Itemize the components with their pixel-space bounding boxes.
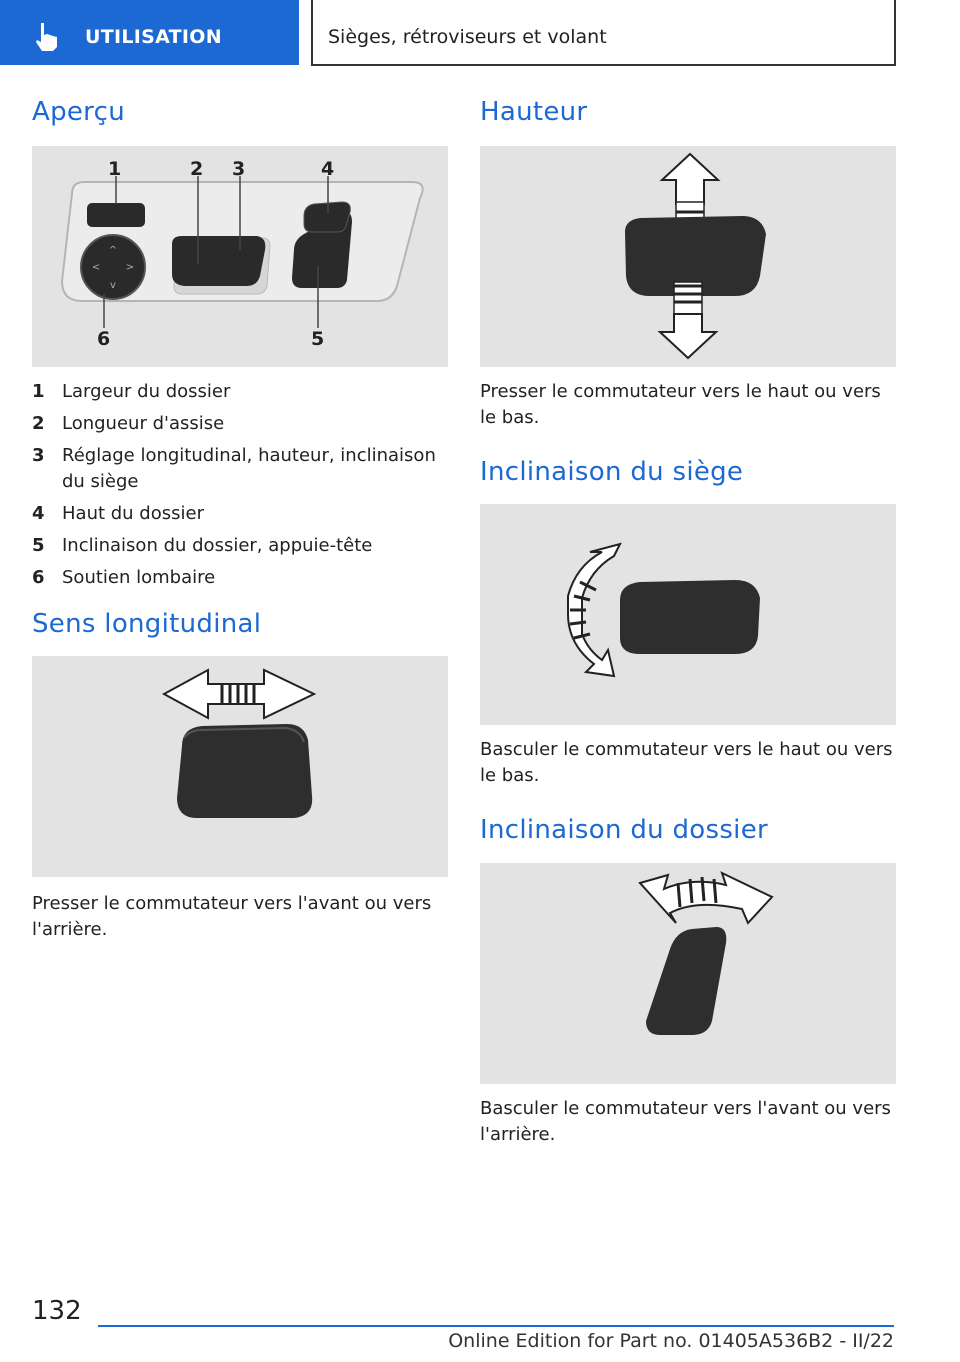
- footer-rule: [98, 1325, 894, 1327]
- legend-item: [32, 501, 448, 527]
- longitudinal-figure: [32, 656, 448, 877]
- callout-1: 1: [108, 158, 122, 181]
- longitudinal-text: Presser le commutateur vers l'avant ou vers l'arrière.: [32, 893, 432, 941]
- heading-apercu: Aperçu: [32, 97, 125, 127]
- seat-tilt-text: Basculer le commutateur vers le haut ou vers le bas.: [480, 739, 893, 787]
- height-figure: [480, 146, 896, 367]
- heading-hauteur: Hauteur: [480, 97, 588, 127]
- footer-edition: Online Edition for Part no. 01405A536B2 - II/22: [448, 1330, 894, 1352]
- legend-text: Inclinaison du dossier, appuie-tête: [62, 535, 373, 557]
- legend-item: [32, 411, 448, 437]
- seat-tilt-figure: [480, 504, 896, 725]
- svg-text:v: v: [110, 280, 116, 292]
- callout-3: 3: [232, 158, 246, 181]
- height-text: Presser le commutateur vers le haut ou vers le bas.: [480, 381, 881, 429]
- legend-num: 3: [32, 445, 45, 467]
- overview-legend: [32, 379, 448, 591]
- legend-num: 6: [32, 567, 45, 589]
- legend-num: 5: [32, 535, 45, 557]
- heading-sens-longitudinal: Sens longitudinal: [32, 609, 262, 640]
- callout-6: 6: [97, 328, 111, 351]
- backrest-tilt-figure: [480, 863, 896, 1084]
- legend-num: 4: [32, 503, 45, 525]
- chapter-title: Sièges, rétroviseurs et volant: [328, 26, 607, 48]
- section-tab: [0, 0, 299, 65]
- page-number: 132: [32, 1296, 82, 1326]
- legend-num: 1: [32, 381, 45, 403]
- legend-text: Largeur du dossier: [62, 381, 231, 403]
- backrest-tilt-text: Basculer le commutateur vers l'avant ou vers l'arrière.: [480, 1097, 891, 1145]
- svg-text:>: >: [125, 262, 135, 274]
- chapter-header: [311, 0, 896, 66]
- left-column: [32, 95, 448, 943]
- callout-4: 4: [321, 158, 335, 181]
- legend-item: [32, 565, 448, 591]
- hand-pointer-icon: [30, 20, 64, 54]
- svg-text:^: ^: [108, 245, 118, 257]
- section-label: UTILISATION: [85, 26, 222, 48]
- callout-5: 5: [311, 328, 325, 351]
- seat-controls-overview-figure: [32, 146, 448, 367]
- legend-num: 2: [32, 413, 45, 435]
- legend-text: Réglage longitudinal, hauteur, inclinaison du siège: [62, 445, 436, 493]
- heading-inclinaison-dossier: Inclinaison du dossier: [480, 815, 768, 846]
- svg-text:<: <: [91, 262, 101, 274]
- legend-text: Soutien lombaire: [62, 567, 216, 589]
- legend-text: Haut du dossier: [62, 503, 204, 525]
- callout-2: 2: [190, 158, 204, 181]
- legend-item: [32, 533, 448, 559]
- right-column: [480, 95, 896, 1148]
- legend-item: [32, 379, 448, 405]
- legend-text: Longueur d'assise: [62, 413, 225, 435]
- heading-inclinaison-siege: Inclinaison du siège: [480, 457, 744, 488]
- legend-item: [32, 443, 448, 495]
